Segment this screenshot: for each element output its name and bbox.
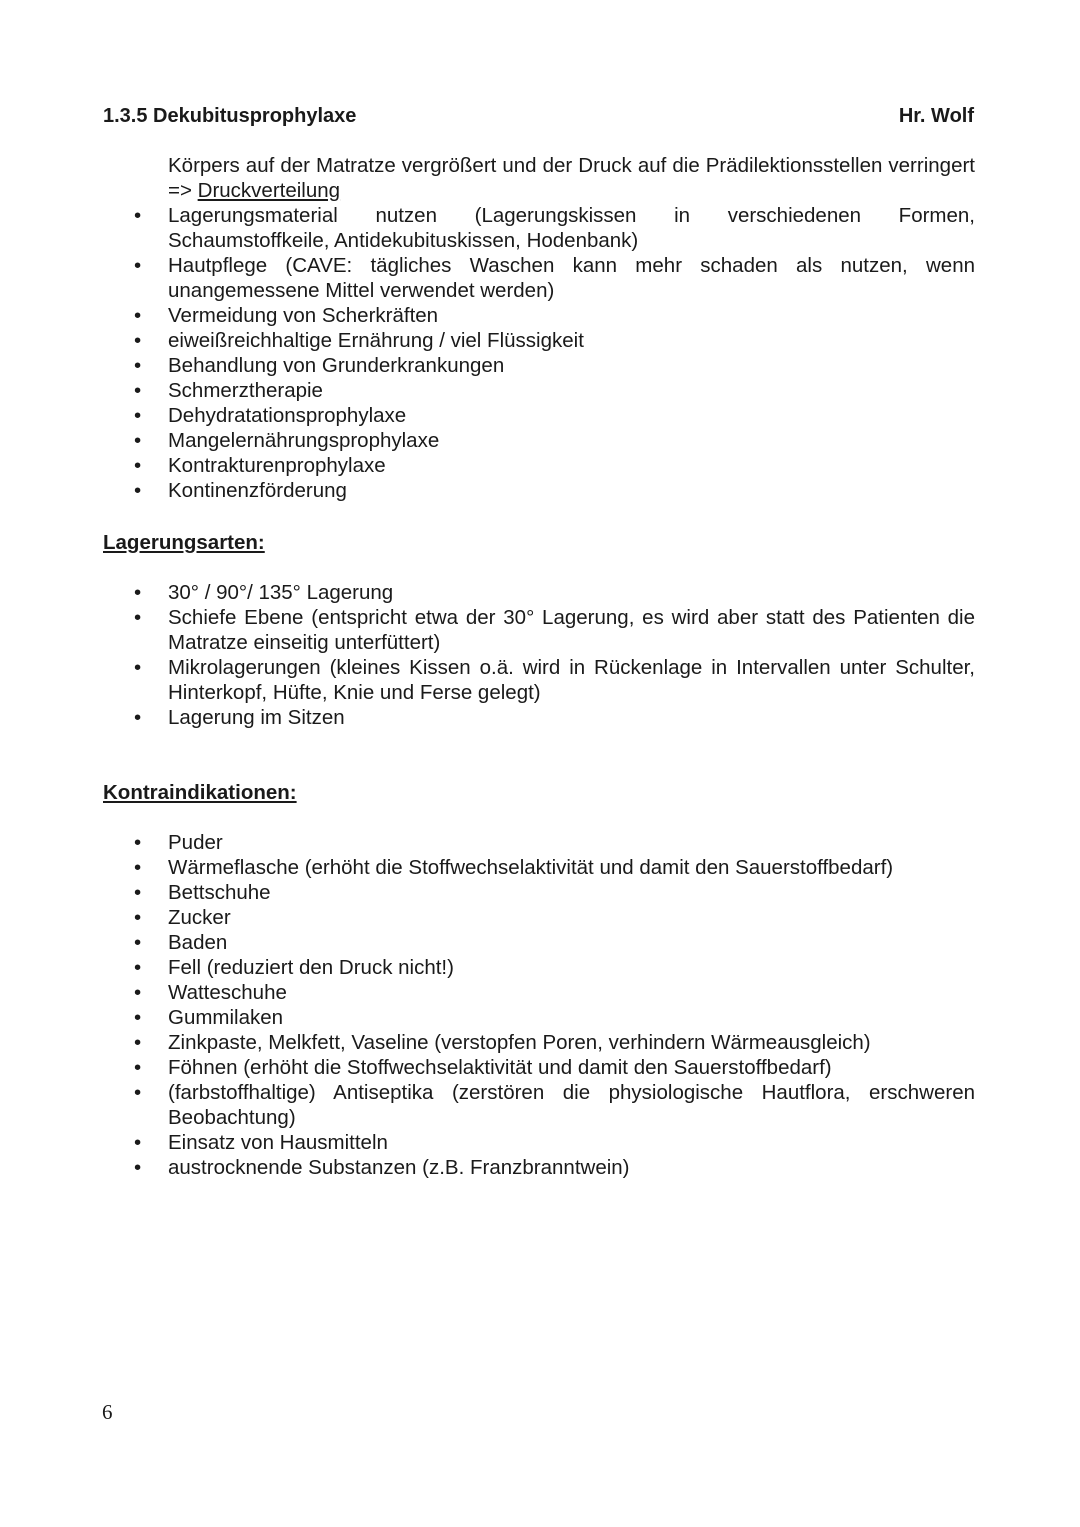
list-item	[103, 328, 975, 353]
list-item	[103, 1055, 975, 1080]
list-item-text: Mangelernährungsprophylaxe	[168, 429, 440, 452]
list-item	[103, 1080, 975, 1130]
bullet-icon: •	[134, 304, 142, 327]
list-item	[103, 955, 975, 980]
list-item-text: Schmerztherapie	[168, 379, 323, 402]
list-item-text: 30° / 90°/ 135° Lagerung	[168, 581, 394, 604]
list-item-text: Mikrolagerungen (kleines Kissen o.ä. wird in Rückenlage in Intervallen unter Schulter, Hinterkopf, Hüfte, Knie und Ferse gelegt)	[168, 656, 975, 704]
list-item	[103, 203, 975, 253]
bullet-icon: •	[134, 1006, 142, 1029]
list-item-text: Schiefe Ebene (entspricht etwa der 30° Lagerung, es wird aber statt des Patienten die Matratze einseitig unterfüttert)	[168, 606, 975, 654]
list-item	[103, 453, 975, 478]
list-item	[103, 478, 975, 503]
bullet-icon: •	[134, 906, 142, 929]
prophylaxis-list	[103, 203, 975, 503]
list-item-text: Behandlung von Grunderkrankungen	[168, 354, 505, 377]
lagerungsarten-section	[103, 580, 975, 730]
bullet-icon: •	[134, 956, 142, 979]
list-item	[103, 580, 975, 605]
bullet-icon: •	[134, 1081, 142, 1104]
list-item	[103, 605, 975, 655]
lagerungsarten-list	[103, 580, 975, 730]
list-item	[103, 980, 975, 1005]
list-item-text: Kontrakturenprophylaxe	[168, 454, 386, 477]
bullet-icon: •	[134, 931, 142, 954]
list-item	[103, 830, 975, 855]
list-item	[103, 880, 975, 905]
list-item-text: Föhnen (erhöht die Stoffwechselaktivität und damit den Sauerstoffbedarf)	[168, 1056, 832, 1079]
list-item-text: Kontinenzförderung	[168, 479, 347, 502]
bullet-icon: •	[134, 254, 142, 277]
bullet-icon: •	[134, 706, 142, 729]
bullet-icon: •	[134, 479, 142, 502]
kontraindikationen-list	[103, 830, 975, 1180]
list-item-text: austrocknende Substanzen (z.B. Franzbranntwein)	[168, 1156, 630, 1179]
bullet-icon: •	[134, 329, 142, 352]
list-item	[103, 655, 975, 705]
list-item-text: Wärmeflasche (erhöht die Stoffwechselaktivität und damit den Sauerstoffbedarf)	[168, 856, 894, 879]
intro-text: Körpers auf der Matratze vergrößert und der Druck auf die Prädilektionsstellen verringert =>	[168, 154, 975, 202]
list-item	[103, 378, 975, 403]
bullet-icon: •	[134, 831, 142, 854]
list-item-text: (farbstoffhaltige) Antiseptika (zerstören die physiologische Hautflora, erschweren Beobachtung)	[168, 1081, 975, 1129]
prophylaxis-section	[103, 153, 975, 503]
bullet-icon: •	[134, 1156, 142, 1179]
list-item-text: eiweißreichhaltige Ernährung / viel Flüssigkeit	[168, 329, 584, 352]
lagerungsarten-heading: Lagerungsarten:	[103, 531, 265, 554]
list-item-text: Lagerung im Sitzen	[168, 706, 345, 729]
bullet-icon: •	[134, 429, 142, 452]
intro-underlined: Druckverteilung	[197, 179, 341, 202]
list-item	[103, 253, 975, 303]
list-item-text: Fell (reduziert den Druck nicht!)	[168, 956, 454, 979]
list-item-text: Vermeidung von Scherkräften	[168, 304, 439, 327]
bullet-icon: •	[134, 656, 142, 679]
list-item-text: Gummilaken	[168, 1006, 284, 1029]
kontraindikationen-heading: Kontraindikationen:	[103, 781, 297, 804]
list-item	[103, 1155, 975, 1180]
bullet-icon: •	[134, 1031, 142, 1054]
list-item-text: Watteschuhe	[168, 981, 287, 1004]
list-item	[103, 403, 975, 428]
bullet-icon: •	[134, 581, 142, 604]
list-item-text: Hautpflege (CAVE: tägliches Waschen kann mehr schaden als nutzen, wenn unangemessene Mittel verwendet werden)	[168, 254, 975, 302]
bullet-icon: •	[134, 354, 142, 377]
bullet-icon: •	[134, 981, 142, 1004]
kontraindikationen-section	[103, 830, 975, 1180]
bullet-icon: •	[134, 204, 142, 227]
section-title: 1.3.5 Dekubitusprophylaxe	[103, 105, 357, 127]
list-item-text: Bettschuhe	[168, 881, 271, 904]
list-item-text: Zinkpaste, Melkfett, Vaseline (verstopfen Poren, verhindern Wärmeausgleich)	[168, 1031, 871, 1054]
list-item	[103, 1130, 975, 1155]
list-item	[103, 303, 975, 328]
list-item	[103, 353, 975, 378]
list-item	[103, 705, 975, 730]
list-item	[103, 428, 975, 453]
bullet-icon: •	[134, 606, 142, 629]
bullet-icon: •	[134, 404, 142, 427]
list-item	[103, 905, 975, 930]
page-number: 6	[102, 1400, 113, 1424]
list-item	[103, 855, 975, 880]
author: Hr. Wolf	[898, 105, 974, 127]
intro-paragraph	[168, 153, 975, 203]
list-item	[103, 1005, 975, 1030]
list-item-text: Zucker	[168, 906, 231, 929]
list-item-text: Dehydratationsprophylaxe	[168, 404, 407, 427]
bullet-icon: •	[134, 1056, 142, 1079]
bullet-icon: •	[134, 856, 142, 879]
bullet-icon: •	[134, 379, 142, 402]
list-item-text: Einsatz von Hausmitteln	[168, 1131, 388, 1154]
list-item-text: Lagerungsmaterial nutzen (Lagerungskissen in verschiedenen Formen, Schaumstoffkeile, Antidekubituskissen, Hodenbank)	[168, 204, 975, 252]
list-item-text: Puder	[168, 831, 223, 854]
list-item-text: Baden	[168, 931, 228, 954]
bullet-icon: •	[134, 454, 142, 477]
bullet-icon: •	[134, 881, 142, 904]
bullet-icon: •	[134, 1131, 142, 1154]
list-item	[103, 1030, 975, 1055]
list-item	[103, 930, 975, 955]
